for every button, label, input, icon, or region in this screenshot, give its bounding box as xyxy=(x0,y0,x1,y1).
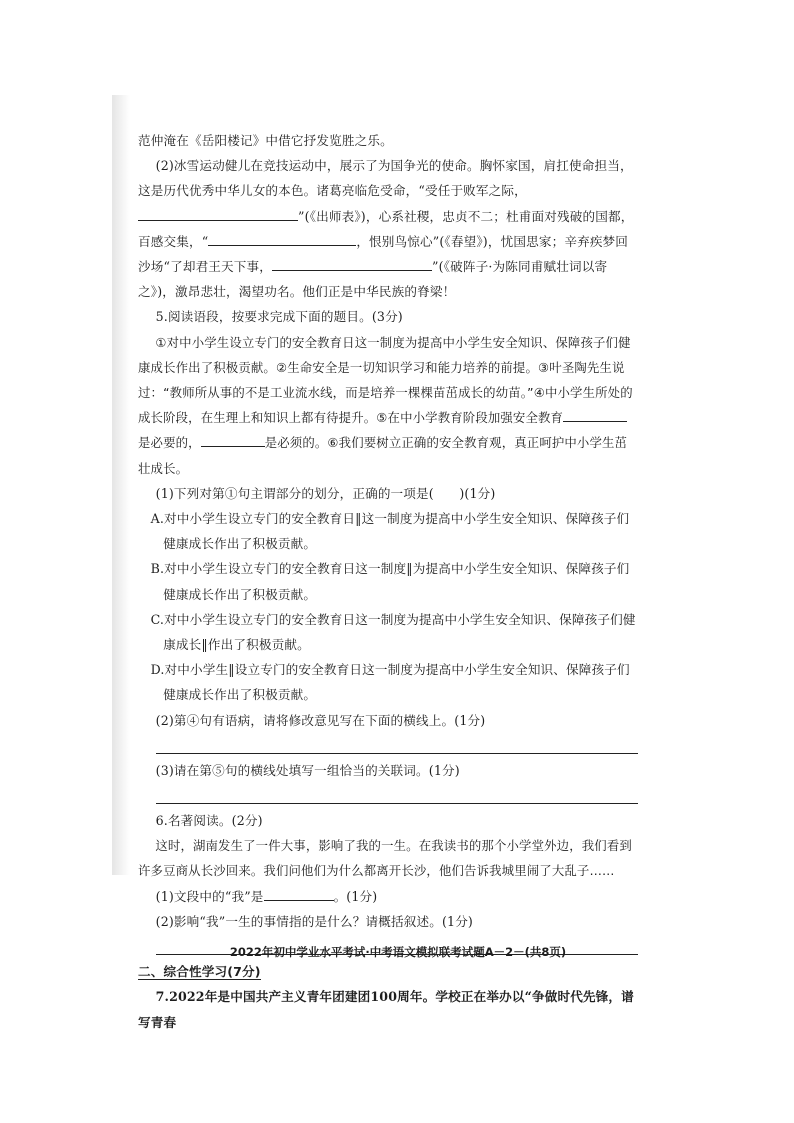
question-4-part-2 xyxy=(138,153,638,304)
option-c[interactable]: C.对中小学生设立专门的安全教育日这一制度为提高中小学生安全知识、保障孩子们健康成长‖作出了积极贡献。 xyxy=(150,611,636,653)
q5-passage-text-2: 是必要的， xyxy=(138,435,201,451)
question-5-sub-3: (3)请在第⑤句的横线处填写一组恰当的关联词。(1分) xyxy=(155,762,460,778)
question-5-sub-2: (2)第④句有语病，请将修改意见写在下面的横线上。(1分) xyxy=(155,712,486,728)
q6-1-text-1: (1)文段中的“我”是 xyxy=(155,888,264,904)
scan-edge-shadow xyxy=(112,95,130,875)
option-b[interactable]: B.对中小学生设立专门的安全教育日这一制度‖为提高中小学生安全知识、保障孩子们健康成长作出了积极贡献。 xyxy=(150,561,630,602)
question-5-title: 5.阅读语段，按要求完成下面的题目。(3分) xyxy=(155,309,403,325)
q4-2-text-3: ，恨别鸟惊心”(《春望》)，忧国思家；辛弃疾梦回沙场“了却君王天下事， xyxy=(138,233,629,275)
option-a[interactable]: A.对中小学生设立专门的安全教育日‖这一制度为提高中小学生安全知识、保障孩子们健康成长作出了积极贡献。 xyxy=(150,511,630,552)
option-d[interactable]: D.对中小学生‖设立专门的安全教育日这一制度为提高中小学生安全知识、保障孩子们健康成长作出了积极贡献。 xyxy=(150,662,630,703)
q4-2-blank-3[interactable] xyxy=(272,254,432,271)
answer-line-5-3[interactable] xyxy=(156,783,638,804)
q6-1-text-2: 。(1分) xyxy=(333,888,378,904)
question-7-text: 7.2022年是中国共产主义青年团建团100周年。学校正在举办以“争做时代先锋，谱写青春 xyxy=(138,989,634,1030)
carry-over-line: 范仲淹在《岳阳楼记》中借它抒发览胜之乐。 xyxy=(138,133,393,148)
q4-2-blank-1[interactable] xyxy=(138,204,298,221)
question-5-sub-1: (1)下列对第①句主谓部分的划分，正确的一项是( )(1分) xyxy=(155,485,496,501)
q4-2-text-2: ”(《出师表》)，心系社稷，忠贞不二；杜甫面对残破的国都，百感交集，“ xyxy=(138,208,634,249)
question-6-sub-2: (2)影响“我”一生的事情指的是什么？请概括叙述。(1分) xyxy=(155,913,473,929)
question-6-passage: 这时，湖南发生了一件大事，影响了我的一生。在我读书的那个小学堂外边，我们看到许多豆商从长沙回来。我们问他们为什么都离开长沙，他们告诉我城里闹了大乱子…… xyxy=(138,838,632,879)
q5-blank-1[interactable] xyxy=(563,405,627,422)
section-2-title: 二、综合性学习(7分) xyxy=(138,964,261,980)
question-6-title: 6.名著阅读。(2分) xyxy=(155,813,263,829)
page-footer: 2022年初中学业水平考试·中考语文模拟联考试题A－2－(共8页) xyxy=(229,945,567,959)
q5-passage-text-3: 是必须的。⑥我们要树立正确的安全教育观，真正呵护中小学生茁壮成长。 xyxy=(138,435,628,476)
q4-2-text-1: (2)冰雪运动健儿在竞技运动中，展示了为国争光的使命。胸怀家国，肩扛使命担当，这是历代优秀中华儿女的本色。诸葛亮临危受命，“受任于败军之际， xyxy=(138,158,633,199)
question-6-sub-1 xyxy=(138,884,638,909)
exam-page xyxy=(138,128,638,1035)
q5-passage-text-1: ①对中小学生设立专门的安全教育日这一制度为提高中小学生安全知识、保障孩子们健康成长作出了积极贡献。②生命安全是一切知识学习和能力培养的前提。③叶圣陶先生说过：“教师所从事的不是工业流水线，而是培养一棵棵苗茁成长的幼苗。”④中小学生所处的成长阶段，在生理上和知识上都有待提升。⑤在中小学教育阶段加强安全教育 xyxy=(138,334,633,426)
question-5-passage xyxy=(138,330,638,481)
q4-2-blank-2[interactable] xyxy=(208,229,356,246)
q6-1-blank[interactable] xyxy=(264,884,334,901)
q4-2-text-4: ”(《破阵子·为陈同甫赋壮词以寄之》)，激昂悲壮，渴望功名。他们正是中华民族的脊梁！ xyxy=(138,259,608,300)
q5-blank-2[interactable] xyxy=(201,430,241,447)
q5-blank-3[interactable] xyxy=(241,430,265,447)
answer-line-5-2[interactable] xyxy=(156,733,638,754)
